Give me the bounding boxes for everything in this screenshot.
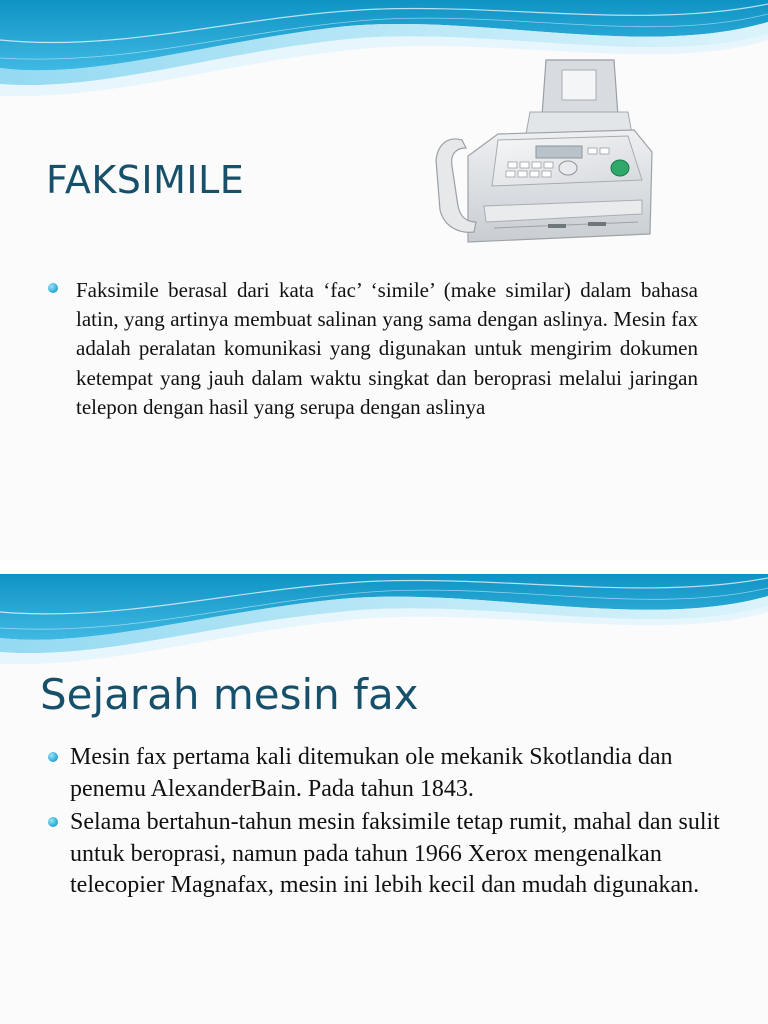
bullet-list — [48, 742, 728, 904]
bullet-list — [48, 276, 698, 422]
bullet-dot-icon — [48, 283, 58, 293]
list-item — [48, 276, 698, 422]
bullet-text: Mesin fax pertama kali ditemukan ole mekanik Skotlandia dan penemu AlexanderBain. Pada tahun 1843. — [70, 744, 673, 802]
bullet-dot-icon — [48, 752, 58, 762]
wave-header-decoration — [0, 574, 768, 674]
bullet-text: Faksimile berasal dari kata ‘fac’ ‘simile’ (make similar) dalam bahasa latin, yang artinya membuat salinan yang sama dengan aslinya. Mesin fax adalah peralatan komunikasi yang digunakan untuk mengirim dokumen ketempat yang jauh dalam waktu singkat dan beroprasi melalui jaringan telepon dengan hasil yang serupa dengan aslinya — [76, 278, 698, 419]
list-item — [48, 807, 728, 902]
fax-machine-image — [428, 56, 654, 252]
list-item — [48, 742, 728, 805]
bullet-text: Selama bertahun-tahun mesin faksimile tetap rumit, mahal dan sulit untuk beroprasi, namun pada tahun 1966 Xerox mengenalkan telecopier Magnafax, mesin ini lebih kecil dan mudah digunakan. — [70, 809, 720, 898]
slide-sejarah-mesin-fax — [0, 574, 768, 1024]
slide-title: Sejarah mesin fax — [40, 670, 419, 719]
slide-title: FAKSIMILE — [46, 158, 245, 202]
bullet-dot-icon — [48, 817, 58, 827]
